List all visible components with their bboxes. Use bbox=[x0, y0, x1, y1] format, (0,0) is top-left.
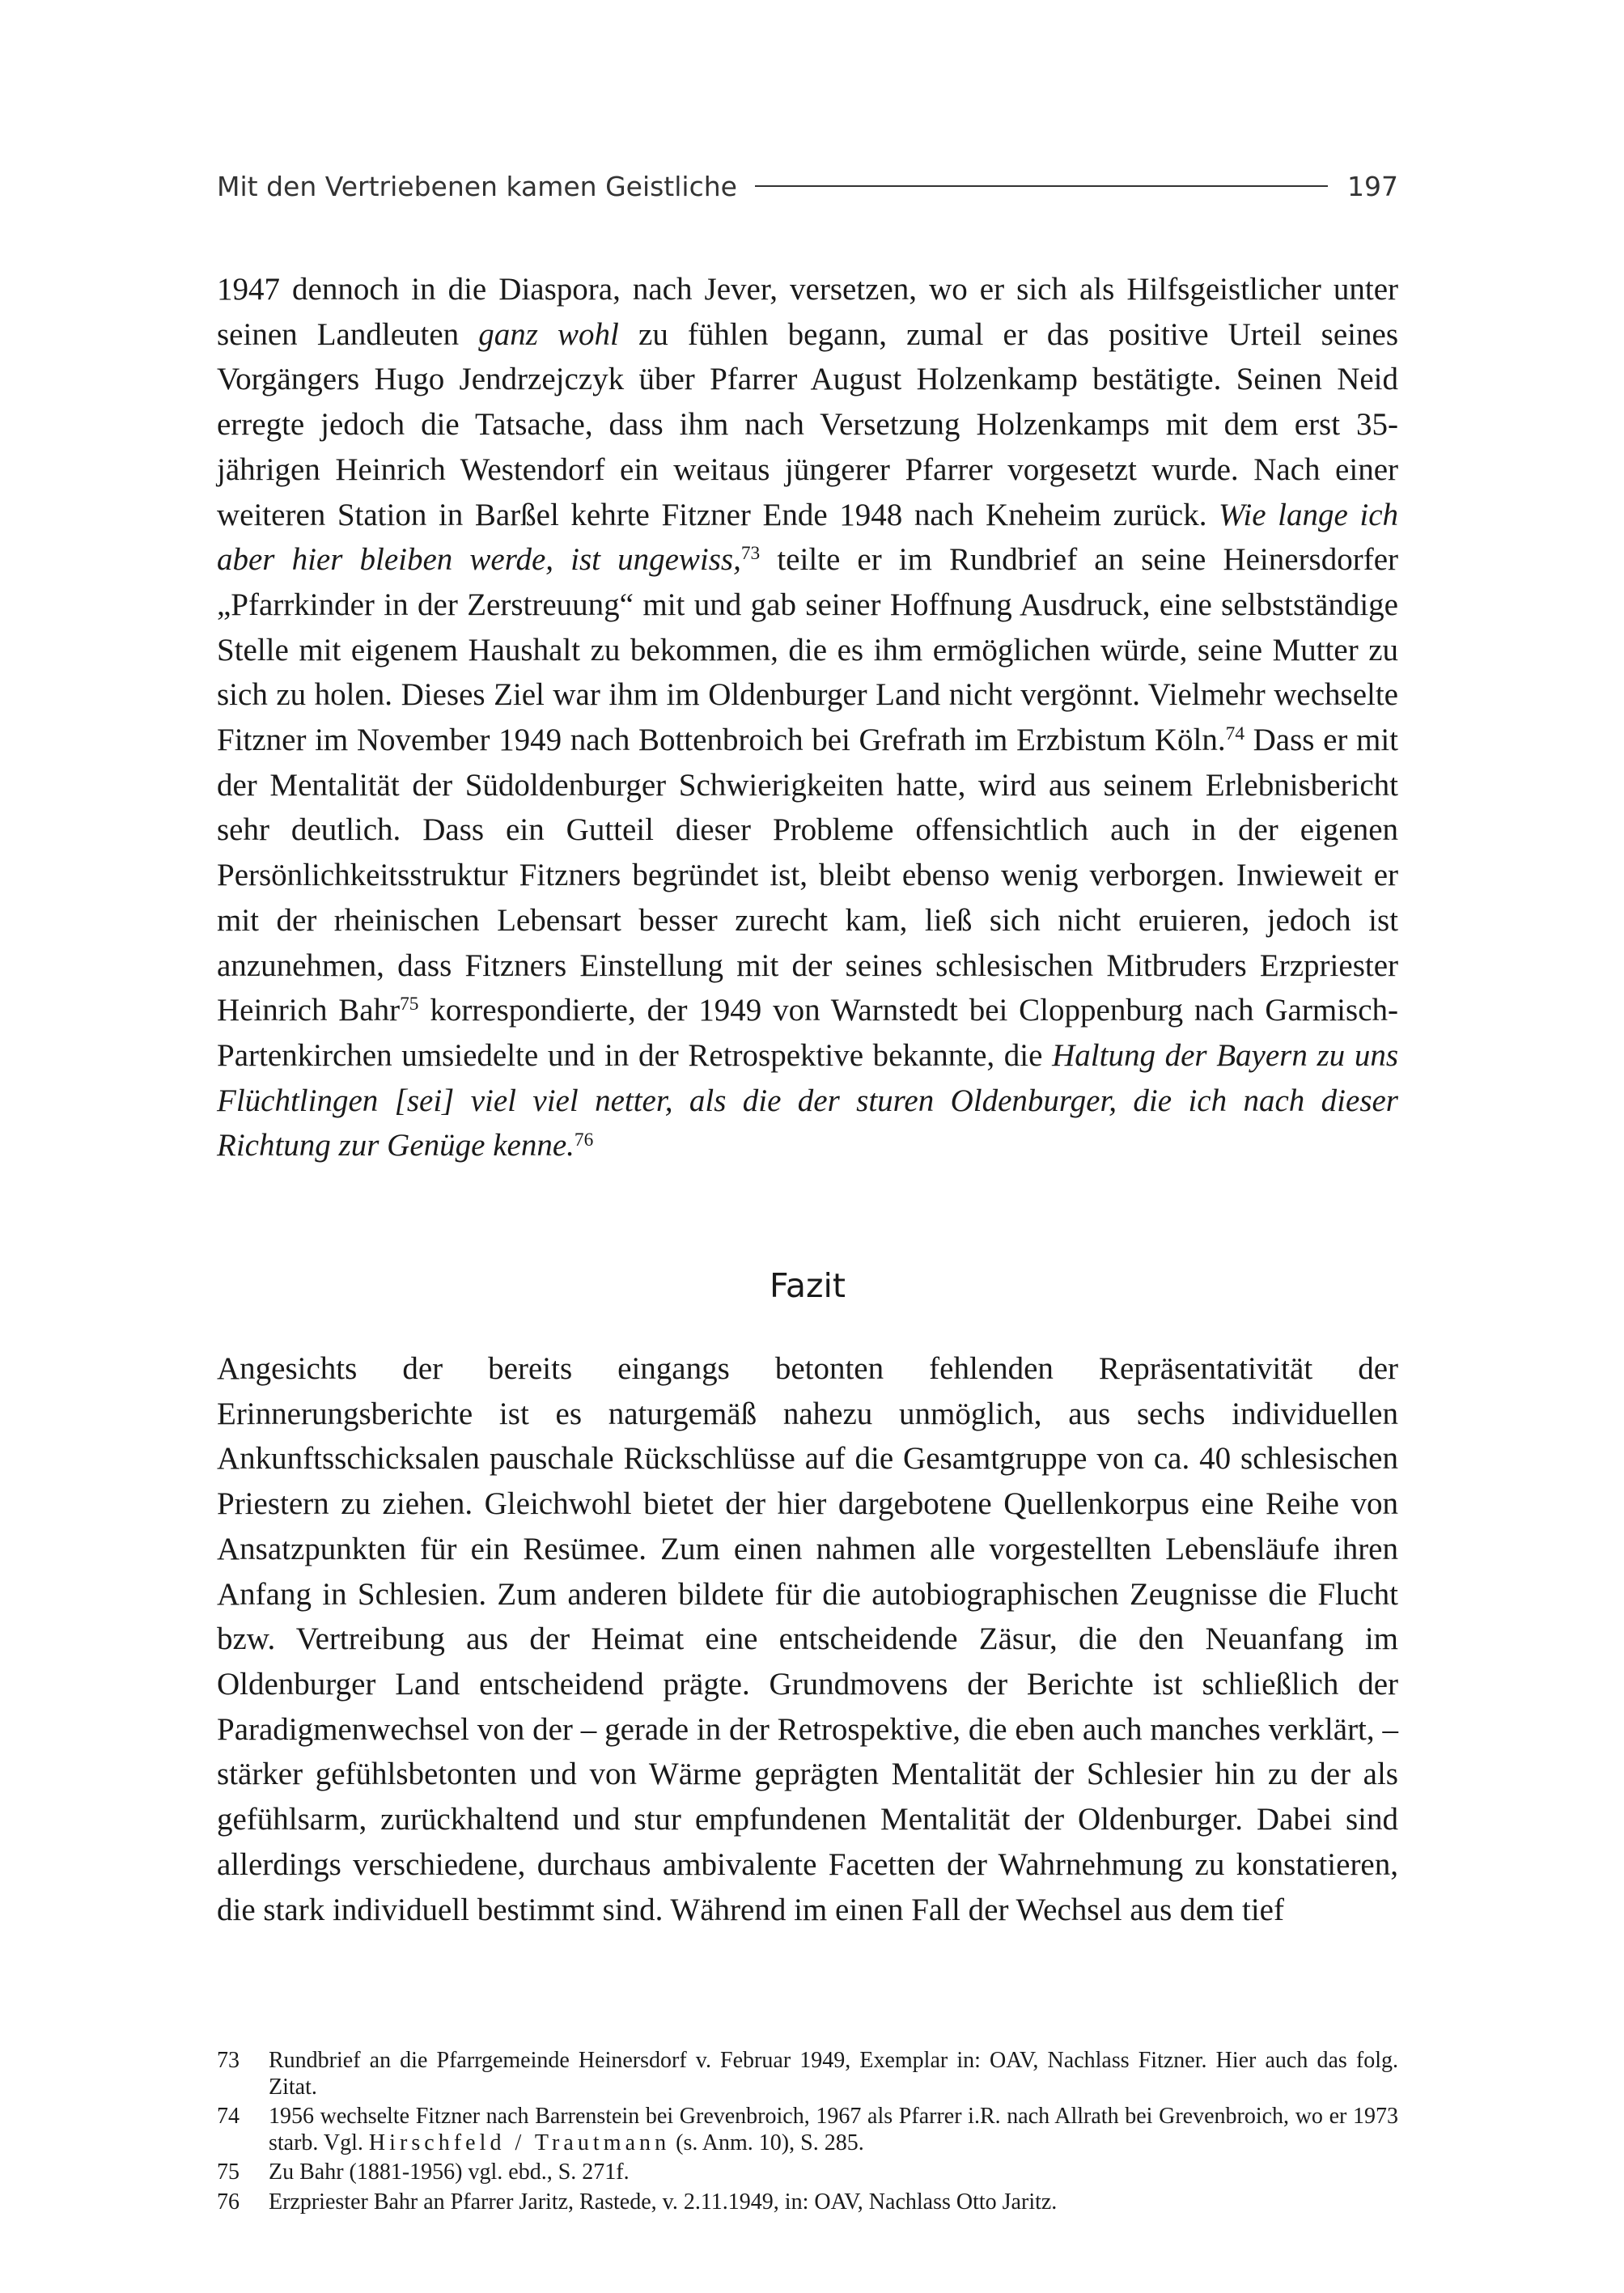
running-head-title: Mit den Vertriebenen kamen Geistliche bbox=[217, 170, 737, 202]
footnote-75 bbox=[217, 2159, 1398, 2186]
footnote-73 bbox=[217, 2048, 1398, 2100]
footnote-text-segment: 1956 wechselte Fitzner nach Barrenstein bei Grevenbroich, 1967 als Pfarrer i.R. nach Allrath bei Grevenbroich, wo er 1973 starb. Vgl. bbox=[269, 2104, 1398, 2155]
footnote-number: 76 bbox=[217, 2189, 240, 2215]
text-segment: Dass er mit der Mentalität der Südoldenburger Schwierigkeiten hatte, wird aus seinem Erlebnisbericht sehr deutlich. Dass ein Gutteil dieser Probleme offensichtlich auch in der eigenen Persönlichkeitsstruktur Fitzners begründet ist, bleibt ebenso wenig verborgen. Inwieweit er mit der rheinischen Lebensart besser zurecht kam, ließ sich nicht eruieren, jedoch ist anzunehmen, dass Fitzners Einstellung mit der seines schlesischen Mitbruders Erzpriester Heinrich Bahr bbox=[217, 723, 1398, 1028]
running-head-rule bbox=[755, 185, 1328, 187]
footnote-ref-76[interactable]: 76 bbox=[574, 1129, 594, 1151]
running-header bbox=[217, 167, 1398, 206]
text-segment: teilte er im Rundbrief an seine Heinersdorfer „Pfarrkinder in der Zerstreuung“ mit und gab seiner Hoffnung Ausdruck, eine selbstständige Stelle mit eigenem Haushalt zu bekommen, die es ihm ermöglichen würde, seine Mutter zu sich zu holen. Dieses Ziel war ihm im Oldenburger Land nicht vergönnt. Vielmehr wechselte Fitzner im November 1949 nach Bottenbroich bei Grefrath im Erzbistum Köln. bbox=[217, 542, 1399, 758]
text-segment: zu fühlen begann, zumal er das positive Urteil seines Vorgängers Hugo Jendrzejczyk über Pfarrer August Holzenkamp bestätigte. Seinen Neid erregte jedoch die Tatsache, dass ihm nach Versetzung Holzenkamps mit dem erst 35-jährigen Heinrich Westendorf ein weitaus jüngerer Pfarrer vorgesetzt wurde. Nach einer weiteren Station in Barßel kehrte Fitzner Ende 1948 nach Kneheim zurück. bbox=[217, 316, 1398, 532]
footnote-text: Rundbrief an die Pfarrgemeinde Heinersdorf v. Februar 1949, Exemplar in: OAV, Nachlass Fitzner. Hier auch das folg. Zitat. bbox=[269, 2048, 1398, 2100]
paragraph-continuation bbox=[217, 267, 1398, 1168]
paragraph-fazit: Angesichts der bereits eingangs betonten fehlenden Repräsentativität der Erinnerungsberichte ist es naturgemäß nahezu unmöglich, aus sechs individuellen Ankunftsschicksalen pauschale Rückschlüsse auf die Gesamtgruppe von ca. 40 schlesischen Priestern zu ziehen. Gleichwohl bietet der hier dargebotene Quellenkorpus eine Reihe von Ansatzpunkten für ein Resümee. Zum einen nahmen alle vorgestellten Lebensläufe ihren Anfang in Schlesien. Zum anderen bildete für die autobiographischen Zeugnisse die Flucht bzw. Vertreibung aus der Heimat eine entscheidende Zäsur, die den Neuanfang im Oldenburger Land entscheidend prägte. Grundmovens der Berichte ist schließlich der Paradigmenwechsel von der – gerade in der Retrospektive, die eben auch manches verklärt, – stärker gefühlsbetonten und von Wärme geprägten Mentalität der Schlesier hin zu der als gefühlsarm, zurückhaltend und stur empfundenen Mentalität der Oldenburger. Dabei sind allerdings verschiedene, durchaus ambivalente Facetten der Wahrnehmung zu konstatieren, die stark individuell bestimmt sind. Während im einen Fall der Wechsel aus dem tief bbox=[217, 1351, 1398, 1927]
footnote-number: 73 bbox=[217, 2048, 240, 2074]
body-text bbox=[217, 267, 1398, 1932]
footnote-number: 74 bbox=[217, 2104, 240, 2130]
footnote-text: Erzpriester Bahr an Pfarrer Jaritz, Rastede, v. 2.11.1949, in: OAV, Nachlass Otto Jaritz. bbox=[269, 2189, 1058, 2215]
footnote-text bbox=[269, 2104, 1398, 2156]
text-segment: korrespondierte, der 1949 von Warnstedt bei Cloppenburg nach Garmisch-Partenkirchen umsiedelte und in der Retrospektive bekannte, die bbox=[217, 993, 1398, 1073]
footnote-text-segment: (s. Anm. 10), S. 285. bbox=[670, 2130, 864, 2155]
section-heading: Fazit bbox=[770, 1266, 846, 1306]
italic-quote: Wie lange ich aber hier bleiben werde, ist ungewiss, bbox=[217, 497, 1399, 578]
text-segment: 1947 dennoch in die Diaspora, nach Jever, versetzen, wo er sich als Hilfsgeistlicher unter seinen Landleuten bbox=[217, 272, 1398, 352]
page-number: 197 bbox=[1347, 170, 1398, 202]
footnote-ref-75[interactable]: 75 bbox=[400, 994, 419, 1015]
italic-quote: Haltung der Bayern zu uns Flüchtlingen [sei] viel viel netter, als die der sturen Oldenburger, die ich nach dieser Richtung zur Genüge kenne. bbox=[217, 1037, 1398, 1163]
footnote-text: Zu Bahr (1881-1956) vgl. ebd., S. 271f. bbox=[269, 2159, 630, 2185]
book-page bbox=[217, 167, 1398, 2219]
footnote-ref-73[interactable]: 73 bbox=[740, 543, 761, 565]
footnote-76 bbox=[217, 2189, 1398, 2216]
footnote-number: 75 bbox=[217, 2159, 240, 2185]
footnote-74 bbox=[217, 2104, 1398, 2156]
italic-quote: ganz wohl bbox=[478, 316, 619, 352]
footnote-ref-74[interactable]: 74 bbox=[1225, 723, 1245, 745]
author-names: Hirschfeld / Trautmann bbox=[368, 2130, 671, 2155]
footnotes bbox=[217, 2048, 1398, 2215]
